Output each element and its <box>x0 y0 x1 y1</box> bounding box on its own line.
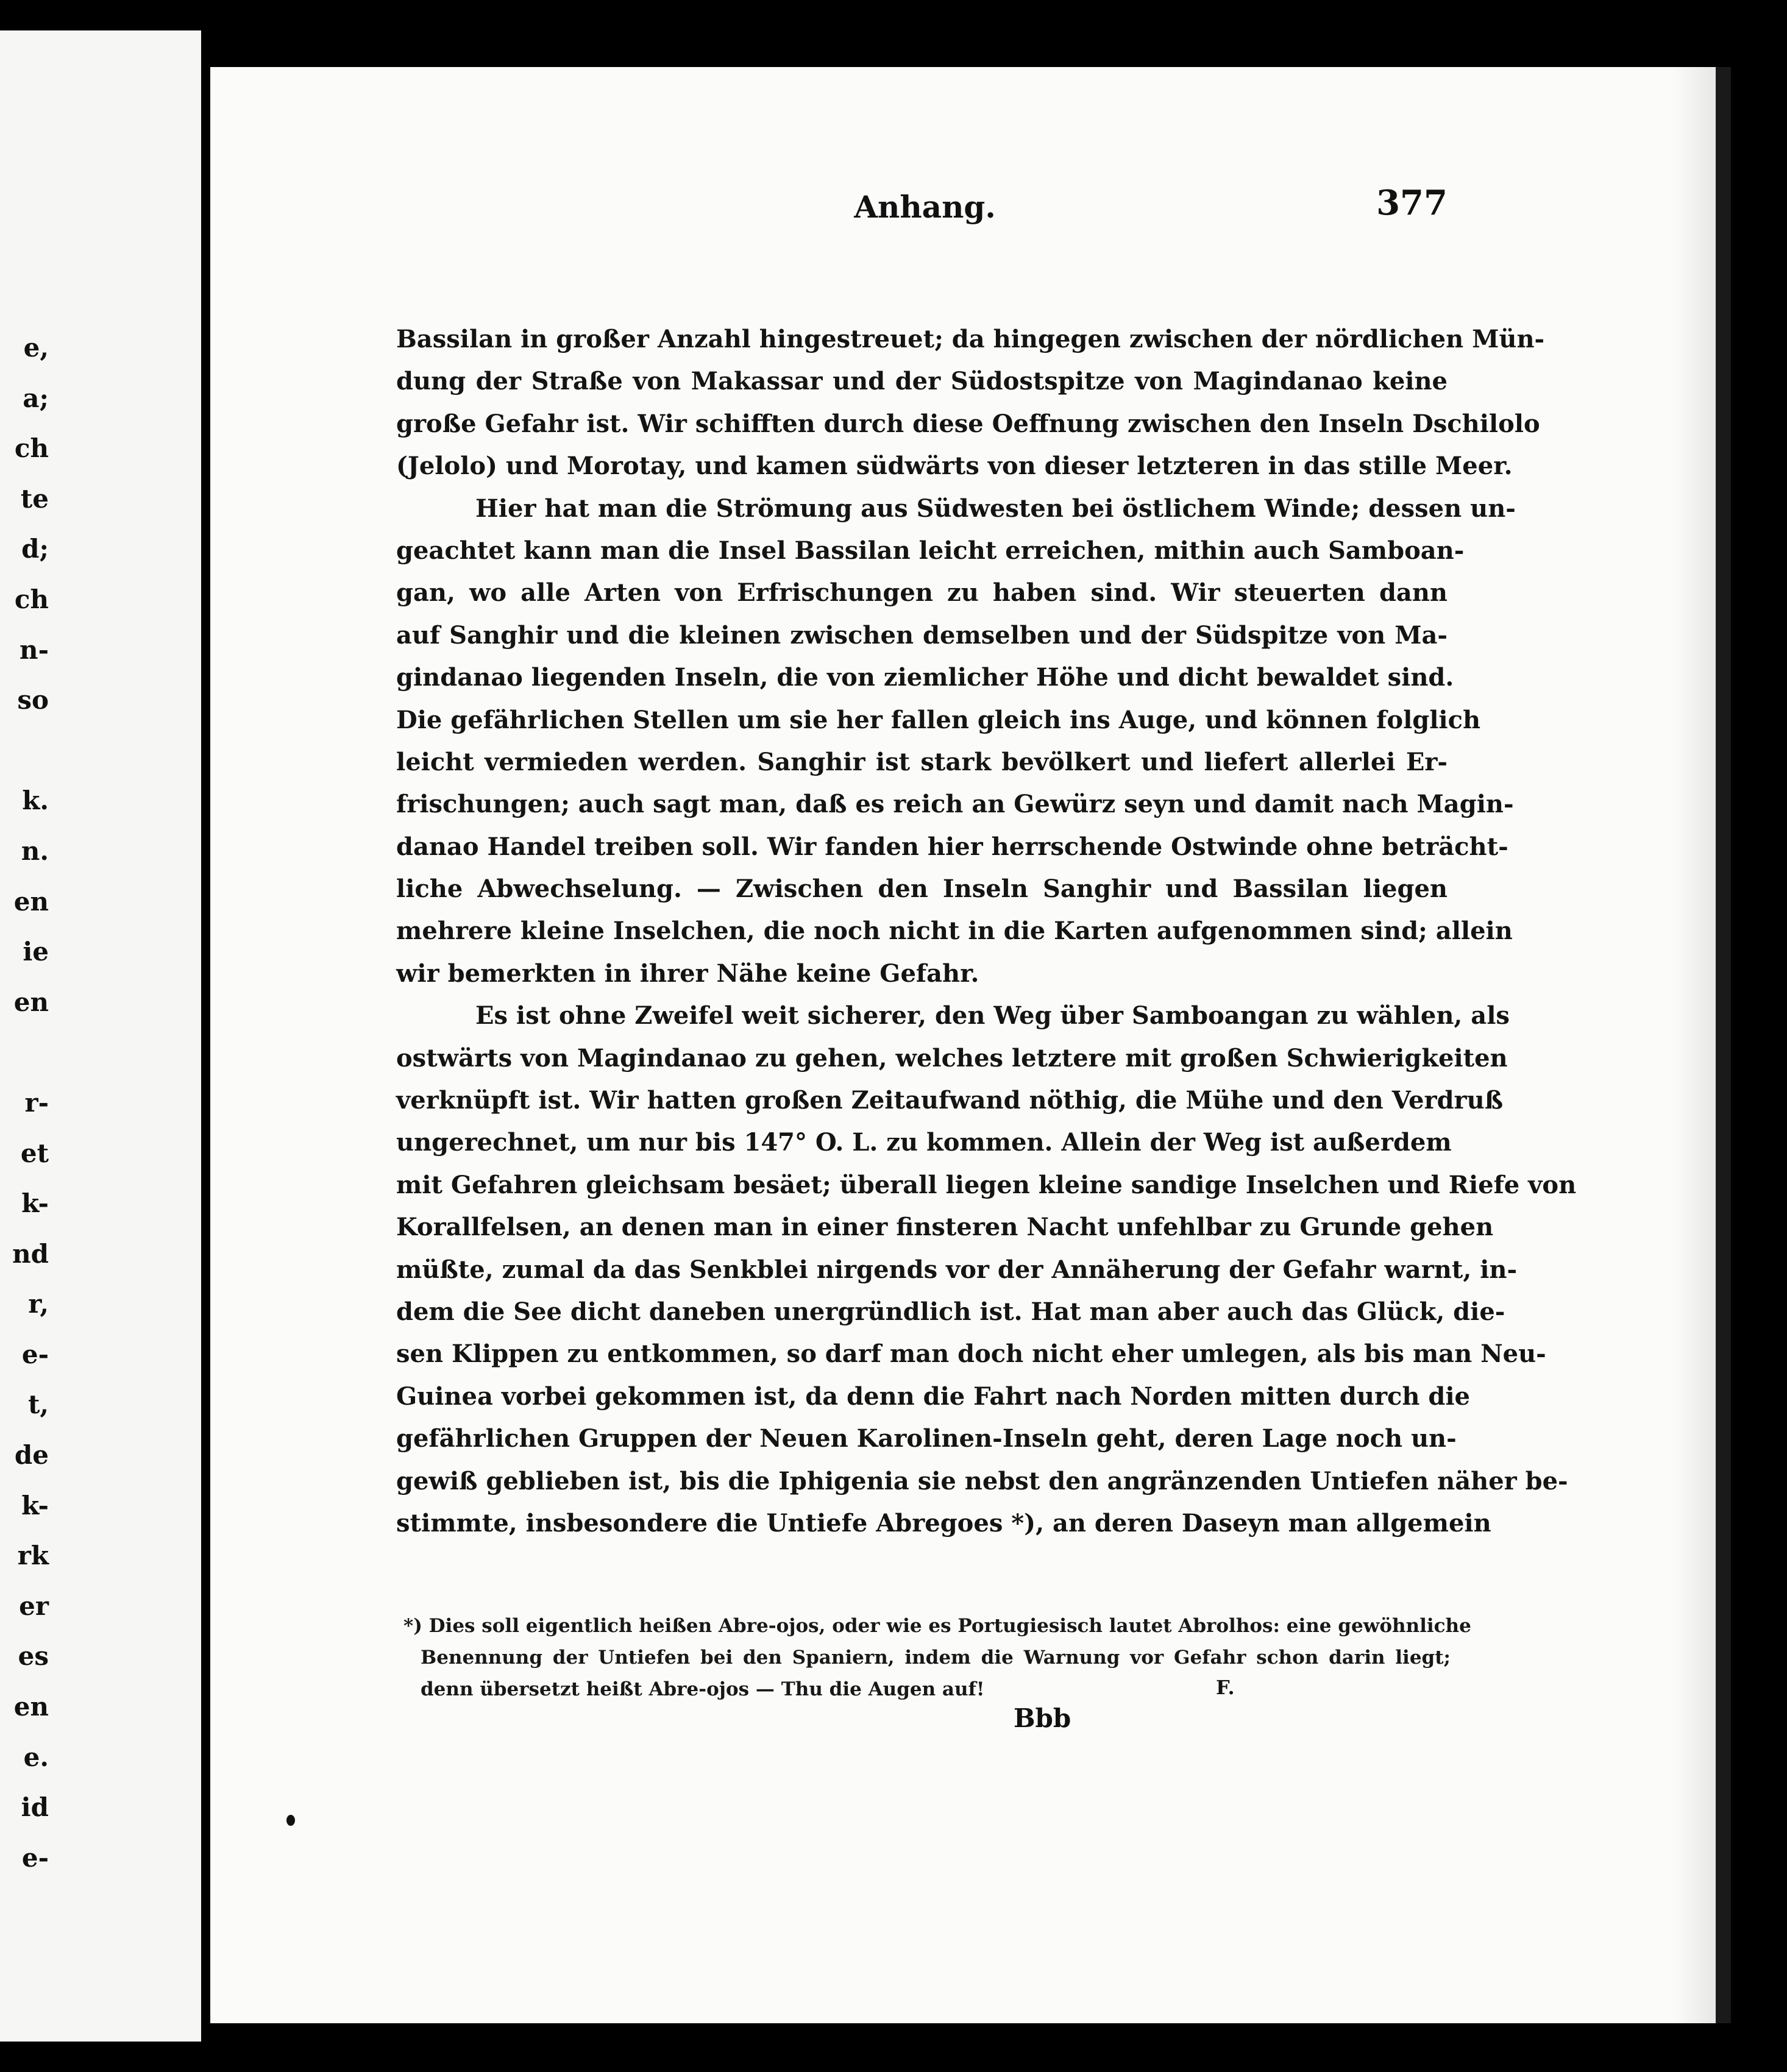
text-line: (Jelolo) und Morotay, und kamen südwärts von dieser letzteren in das stille Meer. <box>396 452 1513 481</box>
previous-page-fragment: k. <box>22 786 49 816</box>
previous-page-fragment: e, <box>23 333 49 363</box>
previous-page-fragment: e. <box>23 1742 49 1772</box>
printer-signature: Bbb <box>1014 1703 1071 1733</box>
ink-spot <box>286 1815 295 1826</box>
text-line: verknüpft ist. Wir hatten großen Zeitaufwand nöthig, die Mühe und den Verdruß <box>396 1086 1504 1115</box>
previous-page-fragment: id <box>21 1792 49 1823</box>
previous-page-fragment: et <box>20 1138 49 1168</box>
text-line: danao Handel treiben soll. Wir fanden hier herrschende Ostwinde ohne beträcht- <box>396 832 1508 861</box>
previous-page-fragment: a; <box>23 383 49 413</box>
text-line: Es ist ohne Zweifel weit sicherer, den Weg über Samboangan zu wählen, als <box>475 1001 1510 1031</box>
page-edge-shadow <box>1716 67 1731 2023</box>
text-line: geachtet kann man die Insel Bassilan leicht erreichen, mithin auch Samboan- <box>396 536 1465 565</box>
previous-page-fragment <box>0 1027 55 1078</box>
text-line: mehrere kleine Inselchen, die noch nicht in die Karten aufgenommen sind; allein <box>396 917 1513 946</box>
text-line: liche Abwechselung. — Zwischen den Inseln Sanghir und Bassilan liegen <box>396 875 1448 904</box>
footnote-line: Benennung der Untiefen bei den Spaniern, indem die Warnung vor Gefahr schon darin liegt; <box>421 1647 1451 1669</box>
text-line: Die gefährlichen Stellen um sie her fallen gleich ins Auge, und können folglich <box>396 705 1481 734</box>
text-line: große Gefahr ist. Wir schifften durch diese Oeffnung zwischen den Inseln Dschilolo <box>396 409 1540 438</box>
text-line: gefährlichen Gruppen der Neuen Karolinen-Inseln geht, deren Lage noch un- <box>396 1424 1457 1453</box>
previous-page-fragment: e- <box>21 1842 49 1873</box>
text-line: ostwärts von Magindanao zu gehen, welches letztere mit großen Schwierigkeiten <box>396 1043 1508 1073</box>
previous-page-fragment: ch <box>14 584 49 614</box>
previous-page-fragment: en <box>13 1692 49 1722</box>
previous-page-fragment: nd <box>12 1238 49 1269</box>
text-line: gan, wo alle Arten von Erfrischungen zu haben sind. Wir steuerten dann <box>396 578 1448 608</box>
text-line: gewiß geblieben ist, bis die Iphigenia sie nebst den angränzenden Untiefen näher be- <box>396 1466 1568 1495</box>
previous-page-fragment: ch <box>14 433 49 464</box>
previous-page-fragment: te <box>20 483 49 514</box>
previous-page-fragment: n- <box>20 634 49 665</box>
text-line: wir bemerkten in ihrer Nähe keine Gefahr. <box>396 959 979 988</box>
previous-page-fragment <box>0 726 55 776</box>
text-line: sen Klippen zu entkommen, so darf man doch nicht eher umlegen, als bis man Neu- <box>396 1339 1546 1369</box>
previous-page-fragment: ie <box>23 937 49 967</box>
text-line: stimmte, insbesondere die Untiefe Abregoes *), an deren Daseyn man allgemein <box>396 1508 1491 1538</box>
previous-page-line-endings <box>0 323 55 1883</box>
previous-page-fragment: so <box>17 685 49 715</box>
previous-page-fragment: r, <box>28 1289 49 1319</box>
text-line: müßte, zumal da das Senkblei nirgends vor der Annäherung der Gefahr warnt, in- <box>396 1255 1518 1284</box>
previous-page-fragment: n. <box>21 836 49 866</box>
text-line: auf Sanghir und die kleinen zwischen demselben und der Südspitze von Ma- <box>396 620 1448 650</box>
previous-page-edge <box>0 30 201 2042</box>
running-title: Anhang. <box>854 189 996 225</box>
previous-page-fragment: en <box>13 987 49 1017</box>
footnote-line: *) Dies soll eigentlich heißen Abre-ojos, oder wie es Portugiesisch lautet Abrolhos: eine gewöhnliche <box>403 1615 1471 1637</box>
previous-page-fragment: d; <box>21 534 49 564</box>
previous-page-fragment: k- <box>21 1490 49 1520</box>
previous-page-fragment: t, <box>27 1389 49 1420</box>
text-line: Hier hat man die Strömung aus Südwesten bei östlichem Winde; dessen un- <box>475 494 1516 523</box>
text-line: frischungen; auch sagt man, daß es reich an Gewürz seyn und damit nach Magin- <box>396 790 1514 819</box>
previous-page-fragment: es <box>18 1641 49 1672</box>
footnote-translator-mark: F. <box>1216 1676 1235 1699</box>
previous-page-fragment: er <box>19 1591 49 1621</box>
text-line: ungerechnet, um nur bis 147° O. L. zu kommen. Allein der Weg ist außerdem <box>396 1128 1452 1157</box>
previous-page-fragment: en <box>13 886 49 917</box>
text-line: Guinea vorbei gekommen ist, da denn die Fahrt nach Norden mitten durch die <box>396 1382 1470 1411</box>
page-number: 377 <box>1376 183 1448 223</box>
previous-page-fragment: r- <box>24 1087 49 1118</box>
previous-page-fragment: k- <box>21 1188 49 1219</box>
previous-page-fragment: rk <box>17 1541 49 1571</box>
running-head <box>402 177 1448 232</box>
footnote-line: denn übersetzt heißt Abre-ojos — Thu die Augen auf! <box>421 1678 985 1700</box>
previous-page-fragment: de <box>14 1440 49 1471</box>
text-line: Korallfelsen, an denen man in einer finsteren Nacht unfehlbar zu Grunde gehen <box>396 1213 1494 1242</box>
text-line: gindanao liegenden Inseln, die von ziemlicher Höhe und dicht bewaldet sind. <box>396 663 1454 692</box>
footnote <box>403 1610 1471 1705</box>
text-line: leicht vermieden werden. Sanghir ist stark bevölkert und liefert allerlei Er- <box>396 747 1448 776</box>
text-line: Bassilan in großer Anzahl hingestreuet; da hingegen zwischen der nördlichen Mün- <box>396 325 1545 353</box>
text-line: mit Gefahren gleichsam besäet; überall liegen kleine sandige Inselchen und Riefe von <box>396 1170 1577 1199</box>
body-text <box>396 318 1577 1544</box>
text-line: dung der Straße von Makassar und der Südostspitze von Magindanao keine <box>396 367 1448 396</box>
previous-page-fragment: e- <box>21 1339 49 1369</box>
text-line: dem die See dicht daneben unergründlich ist. Hat man aber auch das Glück, die- <box>396 1297 1505 1326</box>
